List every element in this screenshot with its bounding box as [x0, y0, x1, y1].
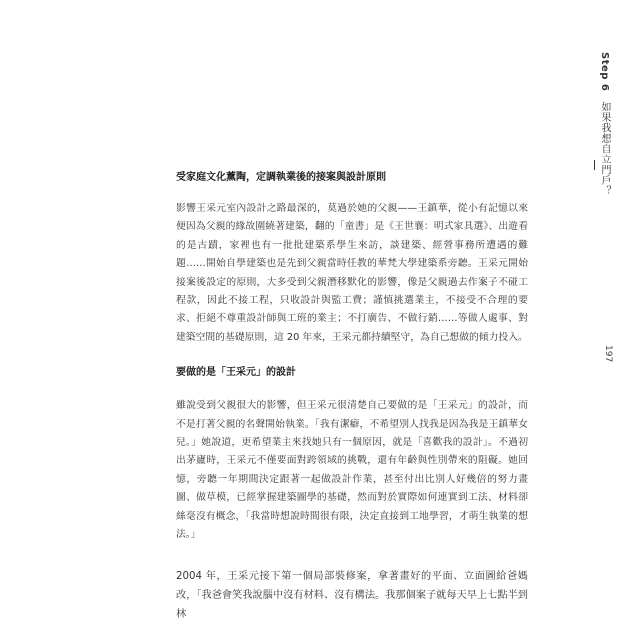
chapter-tab-rule [594, 160, 595, 170]
chapter-title: 如果我想自立門戶？ [599, 101, 610, 197]
chapter-step: Step 6 [599, 52, 610, 92]
section-heading: 受家庭文化薰陶，定調執業後的接案與設計原則 [176, 172, 386, 183]
body-paragraph: 2004 年，王采元接下第一個局部裝修案，拿著畫好的平面、立面圖給爸媽改，「我爸會笑我說腦中沒有材料、沒有構法。我那個案子就每天早上七點半到林 [176, 570, 528, 620]
chapter-tab [597, 52, 612, 196]
body-paragraph: 影響王采元室內設計之路最深的，莫過於她的父親——王鎮華，從小有記憶以來便因為父親的緣故圍繞著建築，翻的「童書」是《王世襄：明式家具選》、出遊看的是古蹟，家裡也有一批批建築系學生來訪，談建築、經營事務所遭遇的難題……開始自學建築也是先到父親當時任教的華梵大學建築系旁聽。王采元開始接案後設定的原則，大多受到父親潛移默化的影響，像是父親過去作案子不碰工程款，因此不接工程，只收設計與監工費；謹慎挑選業主，不接受不合理的要求、拒絕不尊重設計師與工班的業主；不打廣告、不做行銷……等做人處事、對建築空間的基礎原則，這 20 年來，王采元都持續堅守，為自己想做的傾力投入。 [176, 203, 528, 343]
body-text [176, 170, 528, 624]
page-number: 197 [603, 345, 613, 363]
body-paragraph: 雖說受到父親很大的影響，但王采元很清楚自己要做的是「王采元」的設計，而不是打著父親的名聲開始執業。「我有潔癖，不希望別人找我是因為我是王鎮華女兒。」她說道，更希望業主來找她只有一個原因，就是「喜歡我的設計」。不過初出茅廬時，王采元不僅要面對跨領域的挑戰，還有年齡與性別帶來的阻礙。她回憶，旁聽一年期間決定跟著一起做設計作業，甚至付出比別人好幾倍的努力畫圖、做草模，已經掌握建築圖學的基礎，然而對於實際如何連實到工法、材料卻絲毫沒有概念，「我當時想說時間很有限，決定直接到工地學習，才萌生執業的想法。」 [176, 400, 528, 541]
section-heading: 要做的是「王采元」的設計 [176, 367, 296, 379]
